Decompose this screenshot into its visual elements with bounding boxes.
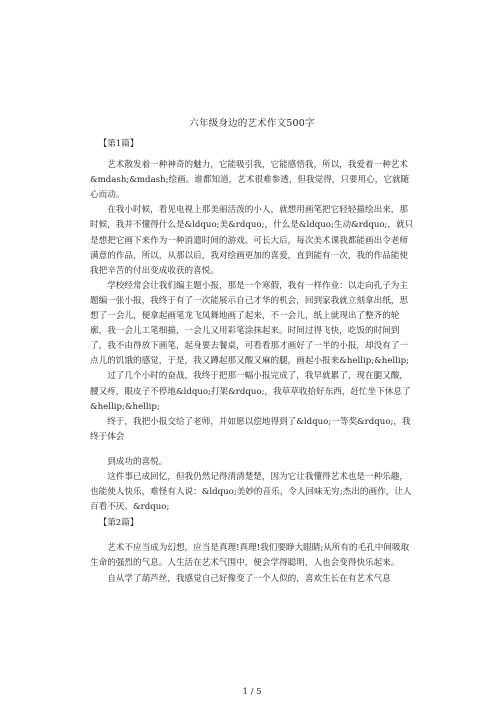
paragraph: 在我小时候，看见电视上那美丽活泼的小人，就想用画笔把它轻轻描绘出来，那时候，我并不懂得什么是&ldquo;美&rdquo;，什么是&ldquo;生动&rdquo;，就只是想把它画下来作为一种消遣时间的游戏。可长大后，每次美术课我都能画出令老师满意的作品，所以，从那以后，我对绘画更加的喜爱，直到能有一次，我的作品能使我把辛苦的付出变成收获的喜悦。	[90, 205, 414, 276]
page-number: 1 / 5	[242, 687, 262, 697]
paragraph: 学校经常会让我们编主题小报，那是一个寒假，我有一样作业：以走向孔子为主题编一张小报，我终于有了一次能展示自己才华的机会，回到家我就立刻拿出纸，思想了一会儿，便拿起画笔龙飞凤舞地画了起来，不一会儿，纸上就现出了整齐的轮廓，我一会儿工笔细描，一会儿又用彩笔涂抹起来。时间过得飞快，吃饭的时间到了，我不由得放下画笔，起身要去餐桌，可看看那才画好了一半的小报，却没有了一点儿的饥饿的感觉，于是，我又蹲起那又酸又麻的腿，画起小报来&hellip;&hellip;	[90, 280, 410, 367]
paragraph: 过了几个小时的奋战，我终于把那一幅小报完成了，我早就累了，现在腿又酸，腰又疼，眼皮子不停地&ldquo;打架&rdquo;，我草草收拾好东西，赶忙坐下休息了&hellip;&hellip;	[90, 371, 411, 412]
document-title: 六年级身边的艺术作文500字	[189, 118, 315, 129]
paragraph: 这件事已成回忆，但我仍然记得清清楚楚，因为它让我懂得艺术也是一种乐趣，也能使人快乐，难怪有人说：&ldquo;美妙的音乐，令人回味无穷;杰出的画作，让人百看不厌。&rdquo;	[90, 471, 412, 513]
paragraph: 到成功的喜悦。	[107, 456, 168, 467]
paragraph: 终于，我把小报交给了老师，并如愿以偿地得到了&ldquo;一等奖&rdquo;，我终于体会	[90, 416, 411, 442]
section-2-heading: 【第2篇】	[98, 518, 139, 529]
paragraph: 自从学了葫芦丝，我感觉自己好像变了一个人似的，喜欢生长在有艺术气息	[107, 573, 391, 584]
section-1-heading: 【第1篇】	[98, 139, 139, 149]
paragraph: 艺术不应当成为幻想，应当是真理!真理!我们要睁大眼睛;从所有的毛孔中间吸取生命的强烈的气息。人生活在艺术气围中，便会学得聪明，人也会变得快乐起来。	[90, 543, 410, 569]
document-body	[90, 136, 415, 587]
paragraph: 艺术散发着一种神奇的魅力，它能吸引我，它能感悟我，所以，我爱着一种艺术&mdash;&mdash;绘画。谁都知道，艺术很难参透，但我觉得，只要用心，它就随心而动。	[90, 160, 410, 201]
